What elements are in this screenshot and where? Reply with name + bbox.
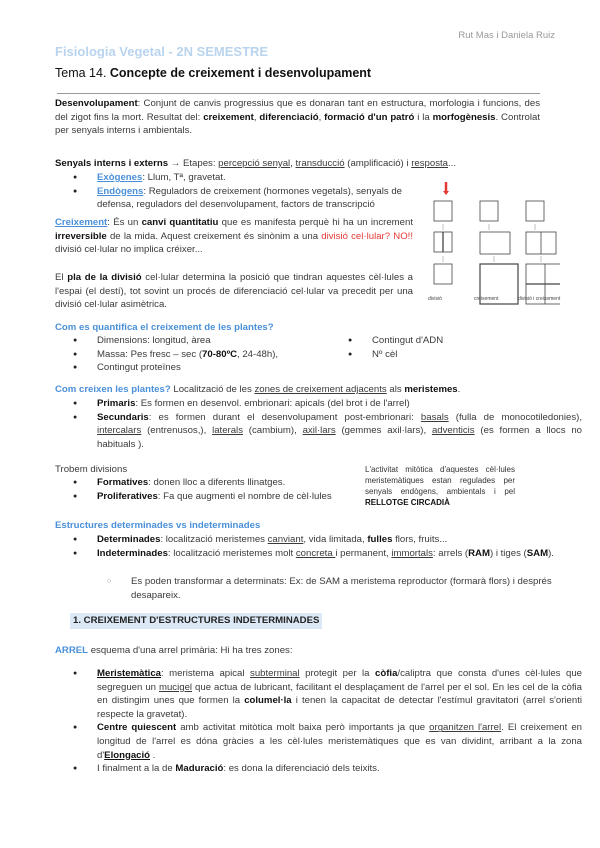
text-segment: 70-80ºC [202, 348, 238, 360]
text-segment: , [290, 158, 296, 169]
text-segment: , [253, 111, 260, 123]
text-segment: : es formen durant el desenvolupament post-embrionari: [148, 411, 421, 423]
text-segment: (fulla de monocotiledonies), [448, 411, 582, 423]
text-segment: còfia [375, 668, 398, 679]
text-segment: Exògenes [97, 172, 143, 183]
list-item [97, 361, 347, 375]
text-segment: RAM [468, 547, 490, 559]
text-segment: → Etapes: [168, 158, 219, 169]
list-item [131, 575, 571, 602]
list-item [97, 185, 415, 212]
red-arrow-icon [443, 182, 449, 195]
cell-division-figure [420, 180, 560, 305]
para-arrel [55, 644, 540, 658]
text-segment: : arrels ( [432, 547, 469, 559]
text-segment: Creixement [55, 217, 108, 228]
figure-label: divisió i creixement [518, 296, 561, 302]
sub-list [97, 575, 571, 602]
text-segment: protegit per la [299, 668, 376, 679]
text-segment: divisió cel·lular no implica créixer... [55, 244, 203, 256]
text-segment: 1. CREIXEMENT D'ESTRUCTURES INDETERMINADES [73, 615, 320, 626]
divisions-list [55, 476, 387, 503]
text-segment: meristemes [404, 384, 458, 395]
text-segment: El [55, 272, 68, 283]
list-item [97, 533, 582, 547]
text-segment: Contingut d'ADN [372, 335, 444, 346]
text-segment: Endògens [97, 185, 144, 197]
text-segment: fulles [367, 534, 393, 545]
text-segment: ) i tiges ( [489, 547, 527, 559]
text-segment: Indeterminades [97, 547, 168, 559]
text-segment: Com creixen les plantes? [55, 384, 171, 395]
text-segment: diferenciació [259, 111, 319, 123]
text-segment: L'activitat mitòtica d'aquestes cèl·lules meristemàtiques estan regulades per senyals endògens, ambientals i pel [365, 465, 515, 496]
text-segment: Trobem divisions [55, 464, 128, 475]
text-segment: axil·lars [302, 425, 336, 437]
text-segment: Maduració [175, 763, 224, 775]
text-segment: subterminal [250, 668, 300, 679]
text-segment: : localització meristemes molt [167, 547, 296, 559]
meristem-list [55, 397, 582, 451]
text-segment: organitzen l'arrel [429, 722, 502, 734]
text-segment: , 24-48h), [237, 348, 279, 360]
list-item [97, 667, 582, 721]
text-segment: : donen lloc a diferents llinatges. [148, 477, 286, 488]
text-segment: zones de creixement adjacents [254, 384, 387, 395]
text-segment: que actua de lubricant, facilitant el desplaçament de l'arrel per el sol. En les cel de la còfia en distingim unes que formen la [97, 681, 582, 707]
text-segment: : meristema apical [161, 668, 251, 679]
text-segment: ). [548, 547, 554, 559]
estructures-list [55, 533, 582, 560]
text-segment: Proliferatives [97, 490, 158, 502]
list-item [97, 411, 582, 452]
text-segment: i la [414, 111, 433, 123]
text-segment: , vida limitada, [303, 534, 368, 545]
para-senyals [55, 157, 540, 171]
text-segment: Determinades [97, 534, 161, 545]
text-segment: SAM [526, 547, 549, 559]
senyals-list [55, 171, 415, 212]
text-segment: morfogènesis [432, 111, 496, 123]
text-segment: columel·la [244, 695, 292, 707]
subject-title: Fisiologia Vegetal - 2N SEMESTRE [55, 44, 269, 59]
text-segment: : Reguladors de creixement (hormones vegetals), senyals de defensa, reguladors del desenvolupament, factors de transcripció [97, 185, 403, 211]
text-segment: I finalment a la de [97, 763, 176, 775]
quantifica-list-2 [330, 334, 552, 361]
list-item [97, 348, 347, 362]
figure-label: creixement [474, 296, 499, 302]
list-item [97, 476, 387, 490]
text-segment: (gemmes axil·lars), [335, 425, 432, 437]
text-segment: : localització meristemes [160, 534, 268, 545]
text-segment: immortals [391, 547, 433, 559]
text-segment: intercalars [97, 425, 142, 437]
para-creixement [55, 216, 413, 257]
text-segment: Estructures determinades vs indeterminades [55, 520, 261, 531]
text-segment: cel·lular determina la posició que tindran aquestes cèl·lules a l'espai (el destí), tot sovint un procés de diferenciació cel·lular va precedit per una divisió cel·lular asimètrica. [55, 272, 413, 311]
text-segment: Com es quantifica el creixement de les plantes? [55, 322, 274, 333]
text-segment: , [318, 111, 325, 123]
text-segment: concreta [295, 547, 336, 559]
text-segment: resposta [411, 158, 449, 169]
text-segment: pla de la divisió [67, 272, 142, 283]
list-item [97, 490, 387, 504]
heading-estructures [55, 519, 540, 533]
text-segment: : Fa que augmenti el nombre de cèl·lules [157, 490, 332, 502]
text-segment: canviant [267, 534, 304, 545]
list-item [97, 171, 415, 185]
text-segment: ... [448, 158, 457, 169]
text-segment: : És un [107, 217, 142, 228]
list-item [372, 348, 552, 362]
text-segment: : Conjunt de canvis progressius que es donaran tant en estructura, morfologia i funcions, des del zigot fins la mort. Resultat del: [55, 98, 540, 123]
text-segment: mucigel [158, 681, 193, 693]
text-segment: (entrenusos,), [141, 425, 213, 437]
aside-note [365, 464, 515, 508]
section-heading [70, 613, 322, 629]
text-segment: Massa: Pes fresc – sec ( [97, 348, 203, 360]
tema-prefix: Tema 14. [55, 66, 110, 80]
text-segment: Contingut proteïnes [97, 362, 181, 374]
tema-title: Concepte de creixement i desenvolupament [109, 66, 372, 80]
quantifica-list-1 [55, 334, 347, 375]
text-segment: /caliptra que consta d'unes cèl·lules que segreguen un [97, 668, 582, 693]
text-segment: Dimensions: longitud, àrea [97, 335, 211, 346]
heading-quantifica [55, 321, 540, 335]
text-segment: amb activitat mitòtica molt baixa però importants ja que [176, 722, 430, 734]
text-segment: Elongació [104, 749, 151, 761]
text-segment: adventicis [431, 425, 475, 437]
text-segment: que es manifesta perquè hi ha un increment [218, 217, 413, 228]
text-segment: : Llum, Tª, gravetat. [142, 172, 226, 183]
text-segment: als [386, 384, 405, 395]
text-segment: Nº cèl [372, 348, 398, 360]
text-segment: esquema d'una arrel primària: Hi ha tres zones: [88, 645, 293, 656]
text-segment: (es formen a llocs no habituals ). [97, 425, 582, 450]
list-item [372, 334, 552, 348]
text-segment: de la mida. Aquest creixement és sinònim a una [106, 230, 322, 242]
para-creixen [55, 383, 540, 397]
text-segment: i permanent, [335, 547, 392, 559]
text-segment: ARREL [55, 645, 89, 656]
text-segment: (amplificació) i [344, 158, 412, 169]
text-segment: Desenvolupament [55, 98, 138, 109]
text-segment: . Controlat per senyals interns i ambientals. [55, 111, 540, 137]
text-segment: basals [420, 411, 449, 423]
figure-label: divisió [428, 296, 442, 302]
text-segment: : Es formen en desenvol. embrionari: apicals (del brot i de l'arrel) [135, 398, 410, 409]
page-title [55, 67, 371, 81]
text-segment: flors, fruits... [392, 534, 448, 545]
author-header: Rut Mas i Daniela Ruiz [458, 30, 555, 41]
text-segment: . [150, 749, 156, 761]
list-item [97, 721, 582, 762]
list-item [97, 547, 582, 561]
list-item [97, 334, 347, 348]
text-segment: irreversible [55, 230, 107, 242]
text-segment: percepció senyal [218, 158, 291, 169]
text-segment: laterals [212, 425, 243, 437]
list-item [97, 762, 582, 776]
divider [57, 93, 540, 94]
text-segment: Formatives [97, 477, 149, 488]
text-segment: Localització de les [170, 384, 255, 395]
text-segment: Es poden transformar a determinats: Ex: de SAM a meristema reproductor (formarà flors) i després desapareix. [131, 576, 552, 601]
text-segment: divisió cel·lular? NO!! [321, 230, 413, 242]
text-segment: creixement [203, 111, 254, 123]
text-segment: Meristemàtica [97, 668, 161, 679]
para-desenvolupament [55, 97, 540, 138]
text-segment: RELLOTGE CIRCADIÀ [365, 498, 450, 507]
text-segment: . El creixement en longitud de l'arrel es dóna gràcies a les cèl·lules meristemàtiques que es van dividint, arribant a la zona d' [97, 722, 583, 761]
text-segment: i tenen la capacitat de detectar l'estímul gravitatori (arrel s'orienti respecte la gravetat). [97, 695, 582, 720]
text-segment: Secundaris [97, 411, 149, 423]
text-segment: Primaris [97, 398, 136, 409]
text-segment: (cambium), [243, 425, 303, 437]
zones-list [55, 667, 582, 776]
text-segment: Centre quiescent [97, 722, 177, 734]
text-segment: . [457, 384, 461, 395]
text-segment: Senyals interns i externs [55, 158, 169, 169]
text-segment: formació d'un patró [324, 111, 415, 123]
text-segment: : es dona la diferenciació dels teixits. [223, 763, 380, 775]
text-segment: canvi quantitatiu [141, 217, 219, 228]
list-item [97, 397, 582, 411]
text-segment: transducció [295, 158, 345, 169]
para-pla [55, 271, 413, 312]
